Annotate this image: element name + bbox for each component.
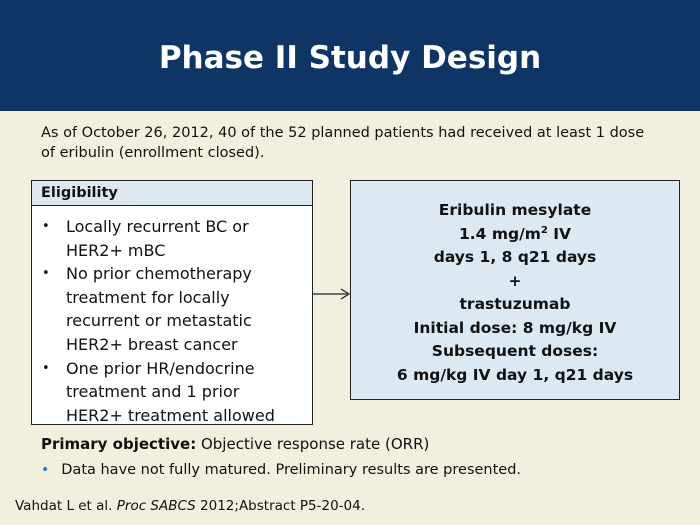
eligibility-item [32,215,312,262]
primary-objective [41,434,429,454]
eligibility-line: recurrent or metastatic [66,311,252,331]
slide-title: Phase II Study Design [158,39,542,76]
eligibility-line: One prior HR/endocrine [66,358,255,378]
eligibility-line: HER2+ treatment allowed [66,405,275,425]
journal-name: Proc SABCS [116,498,196,514]
eligibility-line: No prior chemotherapy [66,264,252,284]
drug-eribulin: Eribulin mesylate [438,201,592,219]
eligibility-line: treatment for locally [66,287,230,307]
initial-dose: Initial dose: 8 mg/kg IV [413,318,617,337]
title-banner [0,0,700,111]
subsequent-dose: 6 mg/kg IV day 1, q21 days [396,365,634,384]
bullet-icon: • [42,266,50,282]
eribulin-dose: 1.4 $mg/m^2$ IV [458,224,572,243]
drug-trastuzumab: trastuzumab [459,295,571,313]
plus-sign: + [508,271,522,290]
eligibility-line: HER2+ mBC [66,240,166,260]
eligibility-line: treatment and 1 prior [66,382,240,402]
intro-text: As of October 26, 2012, 40 of the 52 planned patients had received at least 1 dose of eribulin (enrollment closed). [41,125,645,161]
bullet-icon: • [41,462,50,478]
data-note [41,460,521,480]
treatment-box [350,180,680,400]
eligibility-list [32,206,312,427]
eligibility-heading: Eligibility [32,181,312,206]
eligibility-item [32,262,312,356]
bullet-icon: • [42,360,50,376]
eligibility-box [31,180,313,425]
bullet-icon: • [42,219,50,234]
objective-text: Objective response rate (ORR) [196,435,430,453]
eligibility-line: HER2+ breast cancer [66,334,238,354]
right-arrow-icon [313,286,353,302]
subsequent-label: Subsequent doses: [431,342,599,360]
eligibility-line: Locally recurrent BC or [66,217,249,236]
citation: Vahdat L et al. Proc SABCS 2012;Abstract P5-20-04. [15,498,366,514]
objective-label: Primary objective: [41,435,197,453]
eligibility-item [32,357,312,428]
note-text: Data have not fully matured. Preliminary results are presented. [61,462,522,478]
eribulin-schedule: days 1, 8 q21 days [433,248,597,266]
